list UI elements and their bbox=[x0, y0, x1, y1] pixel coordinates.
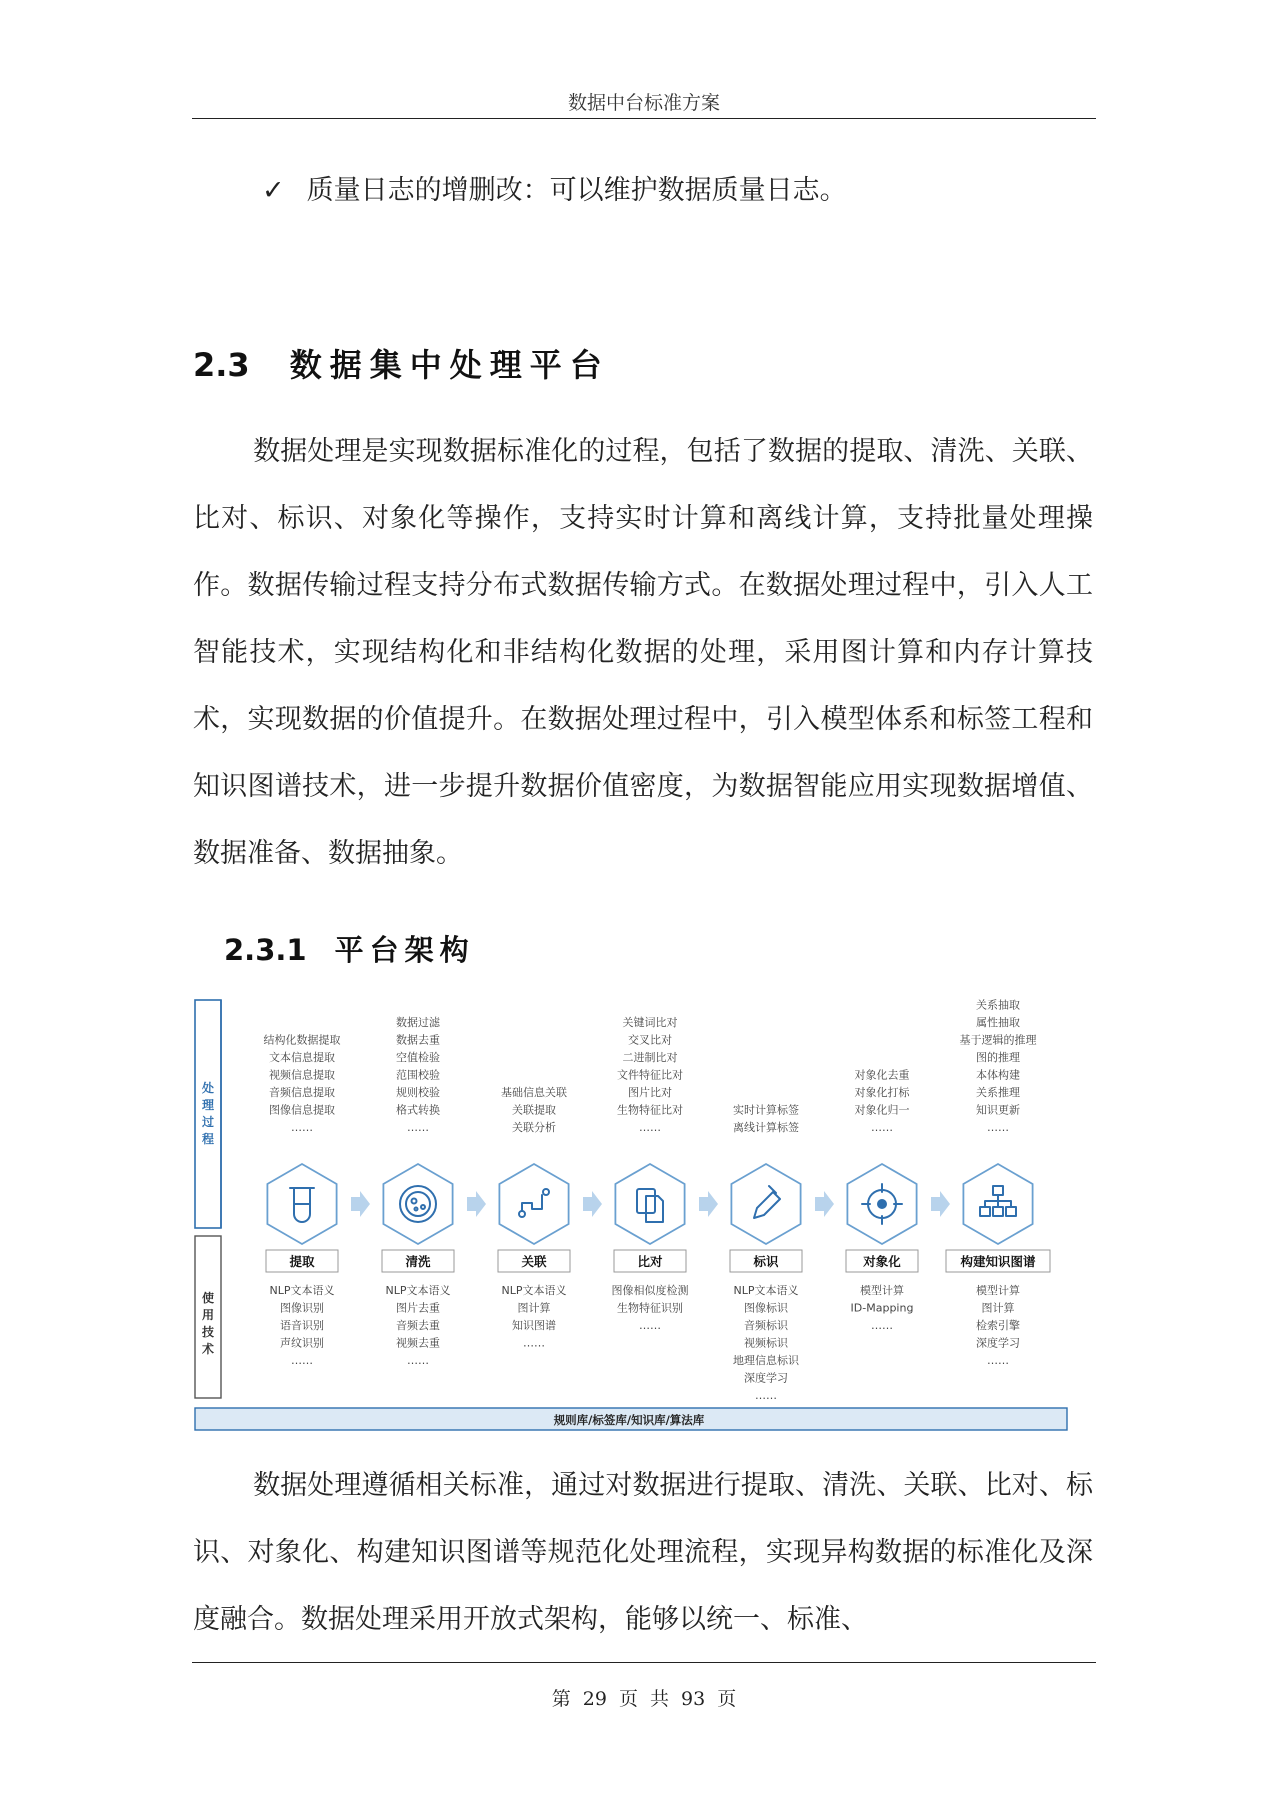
tech-item-text: 地理信息标识 bbox=[733, 1354, 799, 1367]
tech-item-text: 图像标识 bbox=[744, 1301, 788, 1315]
process-step-text: 生物特征比对 bbox=[617, 1103, 683, 1117]
process-step-text: 视频信息提取 bbox=[269, 1068, 335, 1082]
process-step-text: …… bbox=[407, 1121, 429, 1134]
library-bar-label: 规则库/标签库/知识库/算法库 bbox=[553, 1413, 705, 1427]
checklist-item-text: 质量日志的增删改：可以维护数据质量日志。 bbox=[306, 175, 847, 206]
tech-item-text: ID-Mapping bbox=[850, 1301, 914, 1315]
process-step-text: 音频信息提取 bbox=[269, 1086, 335, 1099]
tech-side-label: 使用技术 bbox=[201, 1291, 215, 1356]
page-header: 数据中台标准方案 bbox=[567, 92, 720, 114]
flow-arrow bbox=[699, 1191, 718, 1217]
tech-item-text: 图计算 bbox=[517, 1301, 551, 1315]
stage-hexagon bbox=[499, 1164, 568, 1244]
stage-label: 构建知识图谱 bbox=[960, 1254, 1036, 1269]
body-paragraph bbox=[193, 1452, 1093, 1653]
tech-item-text: NLP文本语义 bbox=[269, 1284, 335, 1297]
tech-item-text: 视频去重 bbox=[396, 1336, 440, 1350]
header-rule bbox=[192, 118, 1096, 119]
process-step-text: 数据去重 bbox=[396, 1033, 440, 1047]
section-number: 2.3 bbox=[193, 346, 250, 384]
tech-item-text: 检索引擎 bbox=[976, 1319, 1020, 1332]
tech-item-text: …… bbox=[987, 1354, 1009, 1367]
process-step-text: 空值检验 bbox=[396, 1051, 440, 1064]
tech-item-text: 图计算 bbox=[981, 1301, 1015, 1315]
stage-label: 提取 bbox=[289, 1254, 315, 1269]
stage-hexagon bbox=[615, 1164, 684, 1244]
stage-hexagon bbox=[383, 1164, 452, 1244]
tech-item-text: 图像相似度检测 bbox=[611, 1284, 689, 1297]
tech-item-text: 深度学习 bbox=[744, 1371, 788, 1385]
process-step-text: 图片比对 bbox=[628, 1086, 672, 1099]
tech-item-text: 模型计算 bbox=[976, 1284, 1020, 1297]
flow-arrow bbox=[815, 1191, 834, 1217]
checklist-item bbox=[262, 168, 847, 207]
tech-item-text: 声纹识别 bbox=[280, 1336, 324, 1350]
stage-hexagon bbox=[731, 1164, 800, 1244]
tech-item-text: 图片去重 bbox=[396, 1301, 440, 1315]
tech-item-text: …… bbox=[523, 1336, 545, 1350]
tech-item-text: 知识图谱 bbox=[512, 1319, 556, 1332]
process-step-text: …… bbox=[871, 1121, 893, 1134]
process-step-text: 图的推理 bbox=[976, 1051, 1020, 1064]
process-step-text: 关系推理 bbox=[976, 1086, 1020, 1099]
process-step-text: …… bbox=[291, 1121, 313, 1134]
tech-item-text: NLP文本语义 bbox=[733, 1284, 799, 1297]
process-step-text: 图像信息提取 bbox=[269, 1103, 335, 1117]
process-side-label: 处理过程 bbox=[201, 1081, 215, 1146]
process-step-text: 文件特征比对 bbox=[617, 1068, 683, 1082]
tech-item-text: 生物特征识别 bbox=[617, 1301, 683, 1315]
process-step-text: 格式转换 bbox=[396, 1103, 440, 1117]
process-step-text: 数据过滤 bbox=[396, 1016, 440, 1029]
process-step-text: 关联分析 bbox=[512, 1121, 556, 1134]
platform-architecture-diagram bbox=[192, 996, 1072, 1436]
process-step-text: …… bbox=[639, 1121, 661, 1134]
subsection-heading bbox=[224, 928, 475, 969]
tech-item-text: 音频去重 bbox=[396, 1319, 440, 1332]
flow-arrow bbox=[467, 1191, 486, 1217]
subsection-number: 2.3.1 bbox=[224, 933, 307, 967]
stage-label: 清洗 bbox=[405, 1254, 431, 1269]
process-step-text: 对象化打标 bbox=[854, 1086, 910, 1099]
tech-item-text: NLP文本语义 bbox=[501, 1284, 567, 1297]
flow-arrow bbox=[351, 1191, 370, 1217]
process-step-text: 知识更新 bbox=[976, 1103, 1020, 1117]
tech-item-text: …… bbox=[407, 1354, 429, 1367]
process-step-text: 关联提取 bbox=[512, 1103, 556, 1117]
process-step-text: 属性抽取 bbox=[976, 1016, 1020, 1029]
paragraph-text: 数据处理是实现数据标准化的过程，包括了数据的提取、清洗、关联、比对、标识、对象化等操作，支持实时计算和离线计算，支持批量处理操作。数据传输过程支持分布式数据传输方式。在数据处理过程中，引入人工智能技术，实现结构化和非结构化数据的处理，采用图计算和内存计算技术，实现数据的价值提升。在数据处理过程中，引入模型体系和标签工程和知识图谱技术，进一步提升数据价值密度，为数据智能应用实现数据增值、数据准备、数据抽象。 bbox=[193, 436, 1093, 869]
stage-label: 标识 bbox=[753, 1254, 779, 1269]
process-step-text: 基础信息关联 bbox=[501, 1086, 567, 1099]
tech-item-text: 图像识别 bbox=[280, 1301, 324, 1315]
process-step-text: 文本信息提取 bbox=[269, 1051, 335, 1064]
footer-rule bbox=[192, 1662, 1096, 1663]
body-paragraph bbox=[193, 418, 1093, 887]
process-step-text: 对象化去重 bbox=[854, 1068, 910, 1082]
process-step-text: …… bbox=[987, 1121, 1009, 1134]
tech-item-text: 语音识别 bbox=[280, 1319, 324, 1332]
flow-arrow bbox=[583, 1191, 602, 1217]
tech-item-text: …… bbox=[755, 1389, 777, 1402]
check-icon: ✓ bbox=[262, 175, 285, 206]
process-step-text: 二进制比对 bbox=[622, 1051, 678, 1064]
tech-item-text: 深度学习 bbox=[976, 1336, 1020, 1350]
stage-label: 关联 bbox=[521, 1254, 547, 1269]
process-step-text: 结构化数据提取 bbox=[263, 1033, 341, 1047]
process-step-text: 关系抽取 bbox=[976, 998, 1020, 1012]
process-step-text: 实时计算标签 bbox=[733, 1103, 799, 1117]
process-step-text: 对象化归一 bbox=[854, 1103, 910, 1117]
tech-item-text: 模型计算 bbox=[860, 1284, 904, 1297]
tech-item-text: 视频标识 bbox=[744, 1336, 788, 1350]
stage-label: 比对 bbox=[637, 1254, 663, 1269]
tech-item-text: …… bbox=[291, 1354, 313, 1367]
process-step-text: 基于逻辑的推理 bbox=[959, 1033, 1037, 1047]
page-footer: 第 29 页 共 93 页 bbox=[551, 1688, 737, 1710]
tech-item-text: …… bbox=[871, 1319, 893, 1332]
subsection-title: 平台架构 bbox=[334, 933, 475, 967]
process-step-text: 规则校验 bbox=[396, 1086, 440, 1099]
section-title: 数据集中处理平台 bbox=[289, 346, 610, 384]
process-step-text: 交叉比对 bbox=[628, 1033, 672, 1047]
tech-item-text: NLP文本语义 bbox=[385, 1284, 451, 1297]
process-step-text: 关键词比对 bbox=[622, 1016, 678, 1029]
process-side-panel bbox=[195, 1000, 221, 1228]
process-step-text: 离线计算标签 bbox=[733, 1121, 799, 1134]
process-step-text: 本体构建 bbox=[976, 1068, 1020, 1082]
process-step-text: 范围校验 bbox=[396, 1068, 440, 1082]
tech-item-text: 音频标识 bbox=[744, 1319, 788, 1332]
section-heading bbox=[193, 340, 610, 386]
tech-item-text: …… bbox=[639, 1319, 661, 1332]
paragraph-text: 数据处理遵循相关标准，通过对数据进行提取、清洗、关联、比对、标识、对象化、构建知识图谱等规范化处理流程，实现异构数据的标准化及深度融合。数据处理采用开放式架构，能够以统一、标准、 bbox=[193, 1470, 1093, 1635]
stage-label: 对象化 bbox=[863, 1254, 901, 1269]
flow-arrow bbox=[931, 1191, 950, 1217]
